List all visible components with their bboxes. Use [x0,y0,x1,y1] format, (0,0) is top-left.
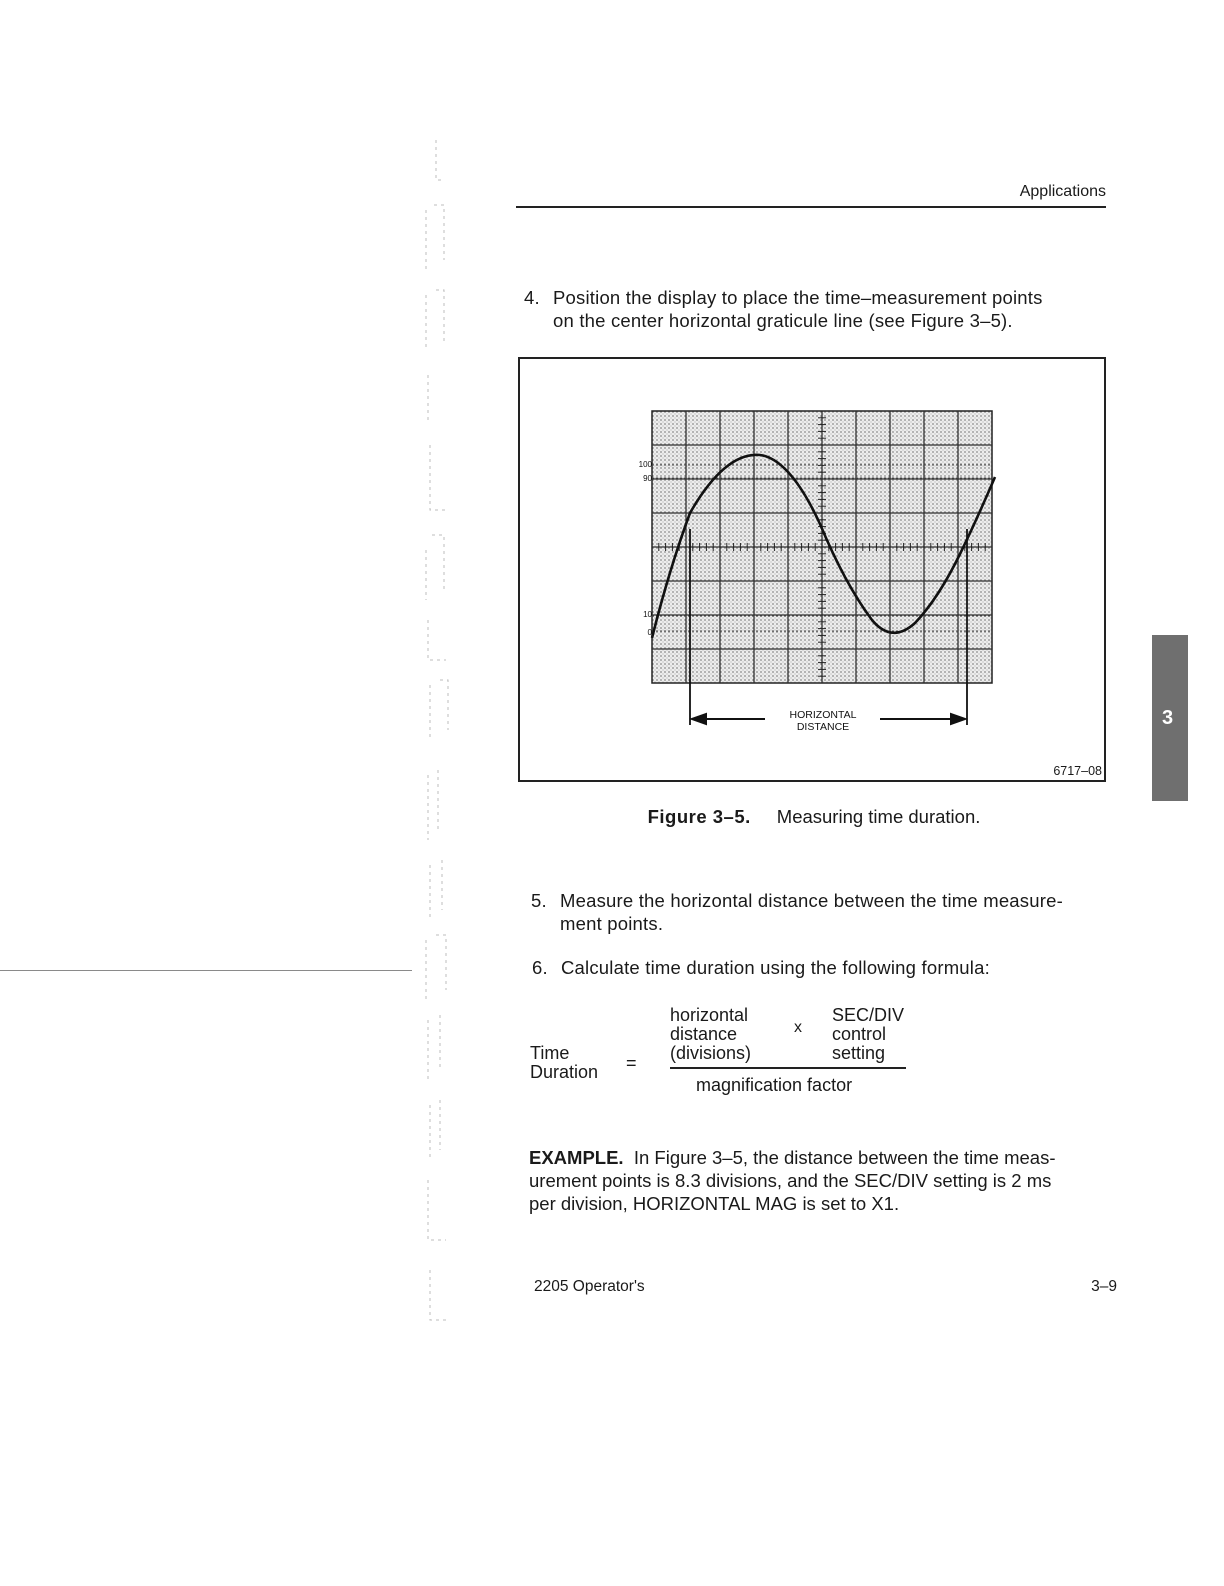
header-rule [516,206,1106,208]
fraction-bar [670,1067,906,1069]
step-number: 4. [524,287,540,308]
step-line: Calculate time duration using the following formula: [561,957,990,978]
step-number: 5. [531,890,547,911]
example-line: In Figure 3–5, the distance between the time meas- [633,1147,1056,1168]
step-number: 6. [532,957,548,978]
percent-label-0: 0 [647,628,652,637]
step-6 [532,956,1122,980]
example-line: per division, HORIZONTAL MAG is set to X1. [529,1193,900,1214]
binding-edge-marks [418,120,458,1330]
step-line: Measure the horizontal distance between the time measure- [560,890,1063,911]
footer-page-number: 3–9 [1091,1278,1117,1295]
figure-caption [518,806,1110,828]
formula-equals: = [626,1053,637,1073]
dimension-label-line2: DISTANCE [796,721,850,733]
step-5 [531,889,1121,937]
example-line: urement points is 8.3 divisions, and the SEC/DIV setting is 2 ms [529,1170,1052,1191]
figure-caption-text: Measuring time duration. [776,806,981,827]
formula-times: x [794,1019,802,1036]
percent-label-100: 100 [638,460,652,469]
formula-lhs [530,1044,598,1082]
formula-numerator-right [832,1006,904,1063]
figure-code: 6717–08 [1053,764,1102,778]
step-line: ment points. [560,913,664,934]
step-line: Position the display to place the time–measurement points [553,287,1043,308]
oscilloscope-graticule-illustration [520,359,1108,784]
scan-line [0,970,412,971]
formula-term-line: setting [832,1043,886,1063]
footer-manual-title: 2205 Operator's [534,1278,645,1295]
section-title: Applications [1019,183,1106,200]
formula-denominator: magnification factor [696,1075,853,1095]
formula-numerator-left [670,1006,751,1063]
section-tab-number: 3 [1162,707,1174,729]
formula-term-line: distance [670,1024,738,1044]
formula-lhs-line: Duration [530,1062,599,1082]
formula-term-line: control [832,1024,887,1044]
figure-3-5 [518,357,1106,782]
step-line: on the center horizontal graticule line (see Figure 3–5). [553,310,1013,331]
step-4 [524,286,1114,334]
formula-term-line: SEC/DIV [832,1005,905,1025]
percent-label-10: 10 [643,610,652,619]
percent-label-90: 90 [643,474,652,483]
figure-label: Figure 3–5. [647,806,751,827]
formula-term-line: (divisions) [670,1043,752,1063]
dimension-label-line1: HORIZONTAL [789,709,857,721]
example-keyword: EXAMPLE. [529,1147,624,1168]
formula-term-line: horizontal [670,1005,749,1025]
example-paragraph [529,1146,1121,1215]
formula-lhs-line: Time [530,1043,570,1063]
section-tab-marker [1152,635,1188,801]
